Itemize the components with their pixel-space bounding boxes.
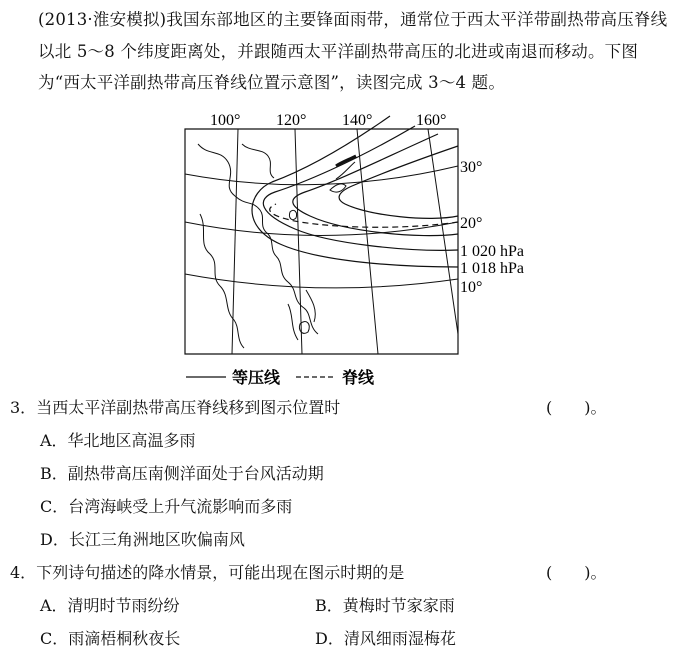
legend-ridge-label: 脊线 — [342, 370, 375, 387]
question-3-stem: 当西太平洋副热带高压脊线移到图示位置时 — [36, 398, 341, 417]
lat-label-30: 30° — [460, 159, 483, 176]
lon-label-120: 120° — [276, 112, 307, 129]
question-3-option-a: A．华北地区高温多雨 — [40, 431, 196, 450]
question-3-number: 3． — [10, 398, 37, 417]
question-3-option-d: D．长江三角洲地区吹偏南风 — [40, 530, 245, 549]
question-3 — [10, 397, 340, 419]
isobars — [252, 116, 458, 267]
question-4-option-d: D．清风细雨湿梅花 — [315, 629, 456, 648]
isobar-1020 — [263, 126, 458, 250]
lon-label-140: 140° — [342, 112, 373, 129]
question-4-option-c: C．雨滴梧桐秋夜长 — [40, 629, 181, 648]
question-4-answer-blank: ( )。 — [546, 563, 607, 582]
intro-paragraph: (2013·淮安模拟)我国东部地区的主要锋面雨带，通常位于西太平洋带副热带高压脊线以北 5～8 个纬度距离处，并跟随西太平洋副热带高压的北进或南退而移动。下图为“西太平洋副热带高压脊线位置示意图”，读图完成 3～4 题。 — [38, 10, 668, 92]
question-4-number: 4． — [10, 563, 37, 582]
lat-label-10: 10° — [460, 279, 483, 296]
ridge-line-map — [180, 104, 580, 390]
isobar-label-1020: 1 020 hPa — [460, 243, 524, 260]
lon-label-100: 100° — [210, 112, 241, 129]
question-4-stem: 下列诗句描述的降水情景，可能出现在图示时期的是 — [36, 563, 405, 582]
lat-label-20: 20° — [460, 215, 483, 232]
parallels — [185, 166, 458, 288]
question-3-option-b: B．副热带高压南侧洋面处于台风活动期 — [40, 464, 324, 483]
lon-label-160: 160° — [416, 112, 447, 129]
isobar-label-1018: 1 018 hPa — [460, 260, 524, 277]
question-3-answer-blank: ( )。 — [546, 398, 607, 417]
map-frame — [185, 129, 458, 354]
japan-island — [336, 156, 356, 166]
question-4 — [10, 562, 404, 584]
islands — [289, 162, 355, 333]
question-4-option-b: B．黄梅时节家家雨 — [315, 596, 455, 615]
coastline — [198, 144, 318, 348]
legend-isobar-label: 等压线 — [232, 370, 281, 387]
question-3-option-c: C．台湾海峡受上升气流影响而多雨 — [40, 497, 293, 516]
question-4-option-a: A．清明时节雨纷纷 — [40, 596, 180, 615]
